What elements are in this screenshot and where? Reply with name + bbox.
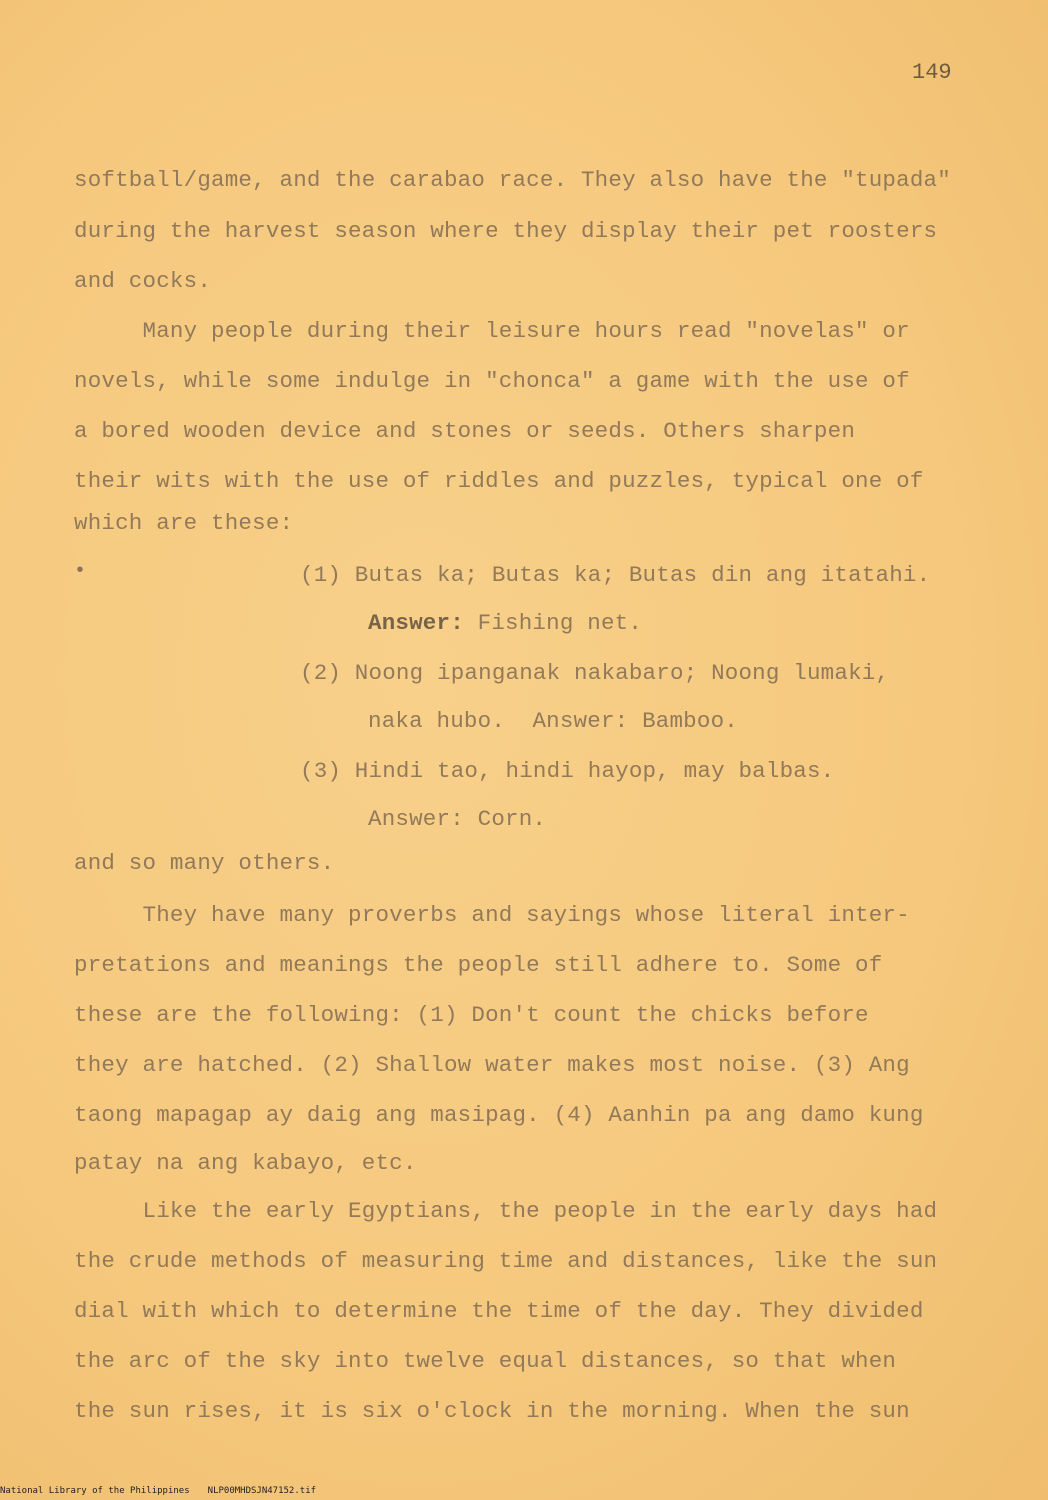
riddle-3-answer [368,806,546,832]
riddle-3: (3) Hindi tao, hindi hayop, may balbas. [300,758,835,784]
answer-text: Corn. [477,806,547,832]
answer-label: Answer: [532,708,629,734]
body-line: Many people during their leisure hours read "novelas" or [74,318,910,344]
footer-file-id: NLP00MHDSJN47152.tif [207,1486,317,1496]
answer-label: Answer: [368,610,464,636]
body-line: softball/game, and the carabao race. They also have the "tupada" [74,167,951,193]
body-line: the arc of the sky into twelve equal distances, so that when [74,1348,897,1374]
body-line: pretations and meanings the people still adhere to. Some of [74,952,883,978]
riddle-1: (1) Butas ka; Butas ka; Butas din ang itatahi. [300,562,931,588]
answer-label: Answer: [368,806,464,832]
body-line: and cocks. [74,268,212,294]
scan-footer [0,1486,334,1496]
body-line: novels, while some indulge in "chonca" a game with the use of [74,368,910,394]
answer-text: Bamboo. [642,708,738,734]
body-line: the sun rises, it is six o'clock in the morning. When the sun [74,1398,910,1424]
riddle-2-line2: naka hubo. [368,708,506,734]
page-number: 149 [912,60,952,85]
riddle-1-answer [368,610,642,636]
body-line: taong mapagap ay daig ang masipag. (4) Aanhin pa ang damo kung [74,1102,924,1128]
body-line: dial with which to determine the time of the day. They divided [74,1298,924,1324]
body-line: a bored wooden device and stones or seeds. Others sharpen [74,418,856,444]
riddle-2-continuation [368,708,738,734]
body-line: and so many others. [74,850,335,876]
body-line: during the harvest season where they display their pet roosters [74,218,938,244]
body-line: these are the following: (1) Don't count the chicks before [74,1002,869,1028]
bullet-mark: • [74,560,87,583]
riddle-2: (2) Noong ipanganak nakabaro; Noong lumaki, [300,660,890,686]
answer-text: Fishing net. [477,610,643,636]
body-line: their wits with the use of riddles and puzzles, typical one of [74,468,924,494]
body-line: They have many proverbs and sayings whose literal inter- [74,902,910,928]
footer-library: National Library of the Philippines [0,1486,190,1496]
body-line: patay na ang kabayo, etc. [74,1150,417,1176]
body-line: they are hatched. (2) Shallow water makes most noise. (3) Ang [74,1052,910,1078]
body-line: Like the early Egyptians, the people in the early days had [74,1198,938,1224]
body-line: which are these: [74,510,294,536]
body-line: the crude methods of measuring time and distances, like the sun [74,1248,938,1274]
